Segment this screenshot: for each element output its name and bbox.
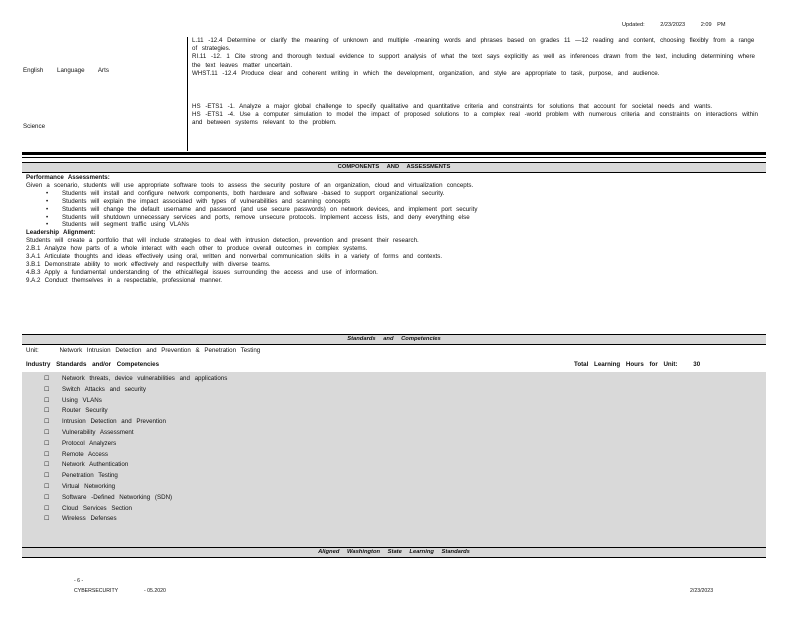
list-item-text: Students will change the default username and password (and use secure passwords) on network devices, and implement port security (62, 205, 478, 213)
list-item (26, 221, 766, 229)
footer-date: 2/23/2023 (690, 588, 714, 594)
competencies-list (22, 372, 766, 547)
checkbox-icon: ☐ (44, 376, 50, 382)
list-item-text: Vulnerability Assessment (62, 428, 134, 436)
list-item (44, 396, 766, 407)
leadership-item: 3.B.1 Demonstrate ability to work effectively and respectfully with diverse teams. (26, 260, 271, 268)
list-item-text: Remote Access (62, 450, 108, 458)
list-item (44, 450, 766, 461)
checkbox-icon: ☐ (44, 451, 50, 458)
total-hours-value: 30 (693, 361, 701, 368)
updated-label: Updated: (622, 22, 645, 28)
leadership-item: 9.A.2 Conduct themselves in a respectable, professional manner. (26, 276, 223, 284)
leadership-heading: Leadership Alignment: (26, 229, 96, 237)
list-item-text: Students will segment traffic using VLANs (62, 221, 189, 229)
list-item (26, 206, 766, 214)
section-divider (22, 157, 766, 158)
checkbox-icon: ☐ (44, 386, 50, 393)
alignment-table (22, 37, 762, 151)
leadership-item: 3.A.1 Articulate thoughts and ideas effectively using oral, written and nonverbal communication skills in a variety of forms and contexts. (26, 253, 443, 261)
list-item (44, 439, 766, 450)
checkbox-icon: ☐ (44, 419, 50, 426)
total-hours (574, 361, 700, 368)
subject-label: English Language Arts (23, 67, 109, 74)
checkbox-icon: ☐ (44, 440, 50, 447)
list-item-text: Students will install and configure network components, both hardware and software -based to support organizational security. (62, 189, 445, 197)
list-item-text: Intrusion Detection and Prevention (62, 418, 166, 426)
list-item-text: Router Security (62, 407, 108, 415)
program-name: CYBERSECURITY (74, 588, 119, 594)
unit-name: Network Intrusion Detection and Prevention & Penetration Testing (59, 347, 261, 354)
leadership-intro: Students will create a portfolio that will include strategies to deal with intrusion detection, prevention and present their research. (26, 237, 419, 245)
list-item (44, 514, 766, 525)
standard-text: L.11 -12.4 Determine or clarify the meaning of unknown and multiple -meaning words and phrases based on grades 11 —12 reading and content, choosing flexibly from a range of strategies. (192, 37, 755, 53)
checkbox-icon: ☐ (44, 494, 50, 501)
standard-text: WHST.11 -12.4 Produce clear and coherent writing in which the development, organization, and style are appropriate to task, purpose, and audience. (192, 69, 660, 77)
program-version: - 05.2020 (144, 588, 166, 594)
total-hours-label: Total Learning Hours for Unit: (574, 361, 678, 368)
alignment-row-science (23, 103, 762, 151)
list-item (44, 428, 766, 439)
list-item (26, 198, 766, 206)
list-item (44, 504, 766, 515)
list-item (44, 374, 766, 385)
unit-line (26, 347, 766, 354)
checkbox-icon: ☐ (44, 473, 50, 480)
checkbox-icon: ☐ (44, 408, 50, 415)
list-item-text: Virtual Networking (62, 482, 116, 490)
list-item-text: Network threats, device vulnerabilities and applications (62, 375, 228, 382)
subject-label: Science (23, 123, 46, 130)
table-header-left: Industry Standards and/or Competencies (26, 361, 160, 368)
list-item (44, 417, 766, 428)
list-item (44, 482, 766, 493)
list-item-text: Protocol Analyzers (62, 439, 117, 447)
list-item-text: Switch Attacks and security (62, 385, 146, 393)
checkbox-icon: ☐ (44, 483, 50, 490)
standard-text: HS -ETS1 -4. Use a computer simulation to model the impact of proposed solutions to a complex real -world problem with numerous criteria and constraints on interactions within and between systems relevant to the problem. (192, 111, 758, 127)
updated-date: 2/23/2023 (660, 22, 686, 28)
list-item-text: Students will shutdown unnecessary services and ports, remove unsecure protocols. Implement access lists, and deny everything else (62, 213, 470, 221)
list-item (26, 190, 766, 198)
performance-intro: Given a scenario, students will use appropriate software tools to assess the security posture of an organization, cloud and virtualization concepts. (26, 181, 474, 189)
list-item (44, 460, 766, 471)
list-item (44, 406, 766, 417)
list-item-text: Cloud Services Section (62, 504, 132, 512)
components-band: COMPONENTS AND ASSESSMENTS (22, 162, 766, 173)
checkbox-icon: ☐ (44, 505, 50, 512)
checkbox-icon: ☐ (44, 462, 50, 469)
list-item-text: Software -Defined Networking (SDN) (62, 493, 173, 501)
updated-ampm: PM (717, 22, 726, 28)
section-divider (22, 152, 766, 155)
list-item-text: Network Authentication (62, 461, 129, 469)
updated-time: 2:09 (700, 22, 712, 28)
list-item (44, 385, 766, 396)
unit-label: Unit: (26, 347, 39, 354)
performance-section (26, 174, 766, 285)
aligned-band: Aligned Washington State Learning Standards (22, 547, 766, 558)
page-number: - 6 - (74, 578, 84, 584)
list-item-text: Students will explain the impact associated with types of vulnerabilities and scanning concepts (62, 197, 350, 205)
list-item-text: Penetration Testing (62, 472, 118, 480)
standards-band: Standards and Competencies (22, 334, 766, 345)
standard-text: HS -ETS1 -1. Analyze a major global challenge to specify qualitative and quantitative criteria and constraints for solutions that account for societal needs and wants. (192, 103, 713, 110)
list-item-text: Using VLANs (62, 396, 102, 404)
leadership-item: 2.B.1 Analyze how parts of a whole interact with each other to produce overall outcomes in complex systems. (26, 245, 368, 253)
alignment-row-ela (23, 37, 762, 103)
updated-stamp (622, 22, 740, 28)
list-item (26, 214, 766, 222)
table-header (26, 361, 766, 368)
checkbox-icon: ☐ (44, 397, 50, 404)
list-item-text: Wireless Defenses (62, 515, 117, 523)
checkbox-icon: ☐ (44, 516, 50, 523)
standard-text: RI.11 -12. 1 Cite strong and thorough textual evidence to support analysis of what the text says explicitly as well as inferences drawn from the text, including determining where the text leaves matter uncertain. (192, 53, 755, 69)
leadership-item: 4.B.3 Apply a fundamental understanding of the ethical/legal issues surrounding the access and use of information. (26, 268, 378, 276)
checkbox-icon: ☐ (44, 429, 50, 436)
performance-heading: Performance Assessments: (26, 174, 110, 181)
list-item (44, 493, 766, 504)
list-item (44, 471, 766, 482)
